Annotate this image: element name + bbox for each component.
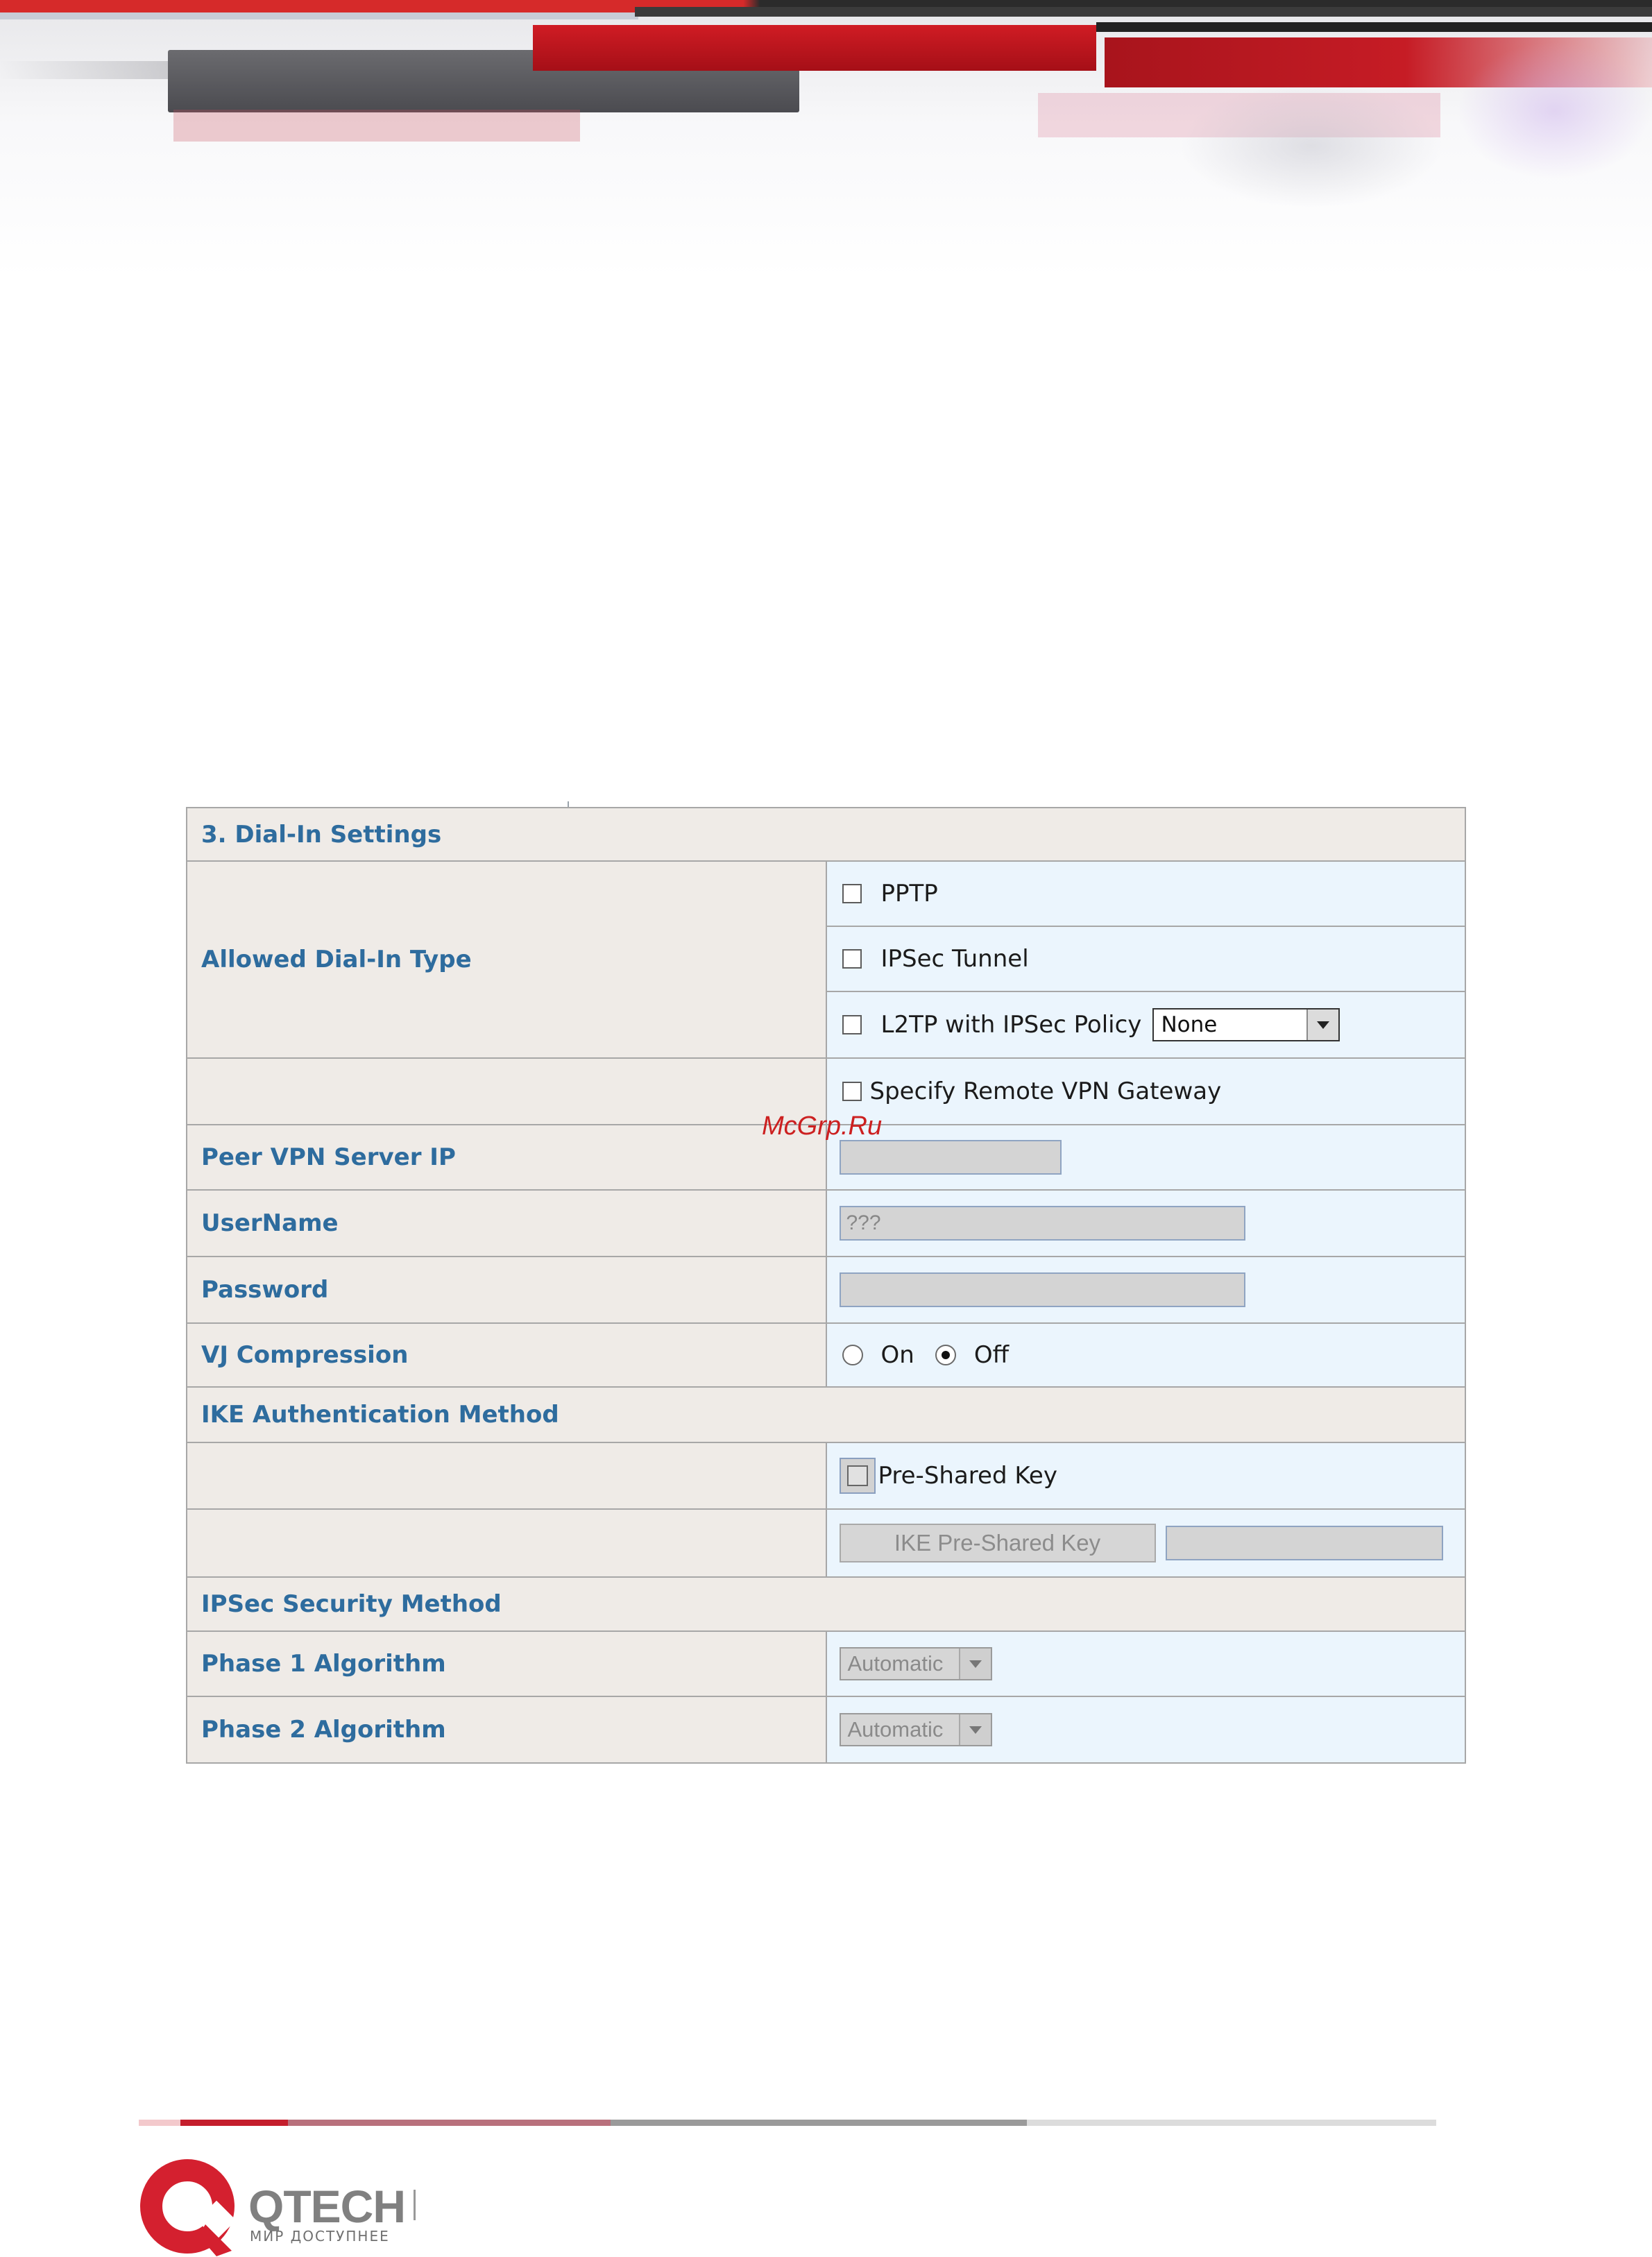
phase1-algorithm-value: Automatic — [847, 1651, 944, 1676]
brand-tagline: МИР ДОСТУПНЕЕ — [250, 2228, 390, 2245]
chevron-down-icon — [1306, 1010, 1338, 1040]
allowed-dialin-type-label: Allowed Dial-In Type — [187, 861, 826, 1058]
chevron-down-icon — [959, 1649, 991, 1679]
peer-server-ip-input[interactable] — [840, 1140, 1062, 1175]
phase1-algorithm-label: Phase 1 Algorithm — [187, 1631, 826, 1696]
qtech-logo-icon — [139, 2158, 243, 2257]
pptp-label: PPTP — [880, 880, 938, 908]
footer-divider — [414, 2190, 416, 2220]
l2tp-label: L2TP with IPSec Policy — [880, 1011, 1142, 1039]
pptp-checkbox[interactable] — [842, 884, 862, 903]
password-label: Password — [187, 1257, 826, 1323]
l2tp-policy-select[interactable] — [1152, 1008, 1340, 1041]
ipsec-tunnel-label: IPSec Tunnel — [880, 945, 1029, 973]
vj-off-label: Off — [973, 1341, 1009, 1369]
username-label: UserName — [187, 1190, 826, 1257]
pre-shared-key-checkbox[interactable] — [840, 1458, 876, 1494]
vj-compression-label: VJ Compression — [187, 1323, 826, 1387]
phase1-algorithm-select[interactable] — [840, 1647, 992, 1680]
ipsec-tunnel-checkbox[interactable] — [842, 949, 862, 969]
empty-label-cell — [187, 1058, 826, 1125]
password-input[interactable] — [840, 1272, 1245, 1307]
l2tp-checkbox[interactable] — [842, 1015, 862, 1034]
phase2-algorithm-value: Automatic — [847, 1717, 944, 1741]
header-banner — [0, 0, 1652, 278]
dialin-settings-form — [186, 801, 1466, 1764]
phase2-algorithm-select[interactable] — [840, 1713, 992, 1746]
username-input[interactable]: ??? — [840, 1206, 1245, 1241]
empty-label-cell — [187, 1442, 826, 1509]
vj-off-radio[interactable] — [935, 1345, 956, 1365]
ike-pre-shared-key-input[interactable] — [1166, 1526, 1443, 1560]
watermark-text: McGrp.Ru — [762, 1112, 883, 1141]
footer-rule — [139, 2120, 180, 2126]
section-ipsec-security: IPSec Security Method — [187, 1577, 1465, 1631]
vj-on-label: On — [880, 1341, 914, 1369]
vj-on-radio[interactable] — [842, 1345, 863, 1365]
phase2-algorithm-label: Phase 2 Algorithm — [187, 1696, 826, 1763]
empty-label-cell — [187, 1509, 826, 1577]
l2tp-policy-value: None — [1161, 1012, 1218, 1037]
pre-shared-key-label: Pre-Shared Key — [878, 1462, 1057, 1490]
section-ike-authentication: IKE Authentication Method — [187, 1387, 1465, 1442]
remote-gateway-label: Specify Remote VPN Gateway — [869, 1078, 1222, 1105]
remote-gateway-checkbox[interactable] — [842, 1082, 862, 1101]
ike-pre-shared-key-button[interactable]: IKE Pre-Shared Key — [840, 1524, 1156, 1562]
chevron-down-icon — [959, 1714, 991, 1745]
section-dialin-settings: 3. Dial-In Settings — [187, 808, 1465, 861]
peer-server-ip-label: Peer VPN Server IP — [187, 1125, 826, 1190]
brand-name: QTECH — [248, 2181, 405, 2232]
